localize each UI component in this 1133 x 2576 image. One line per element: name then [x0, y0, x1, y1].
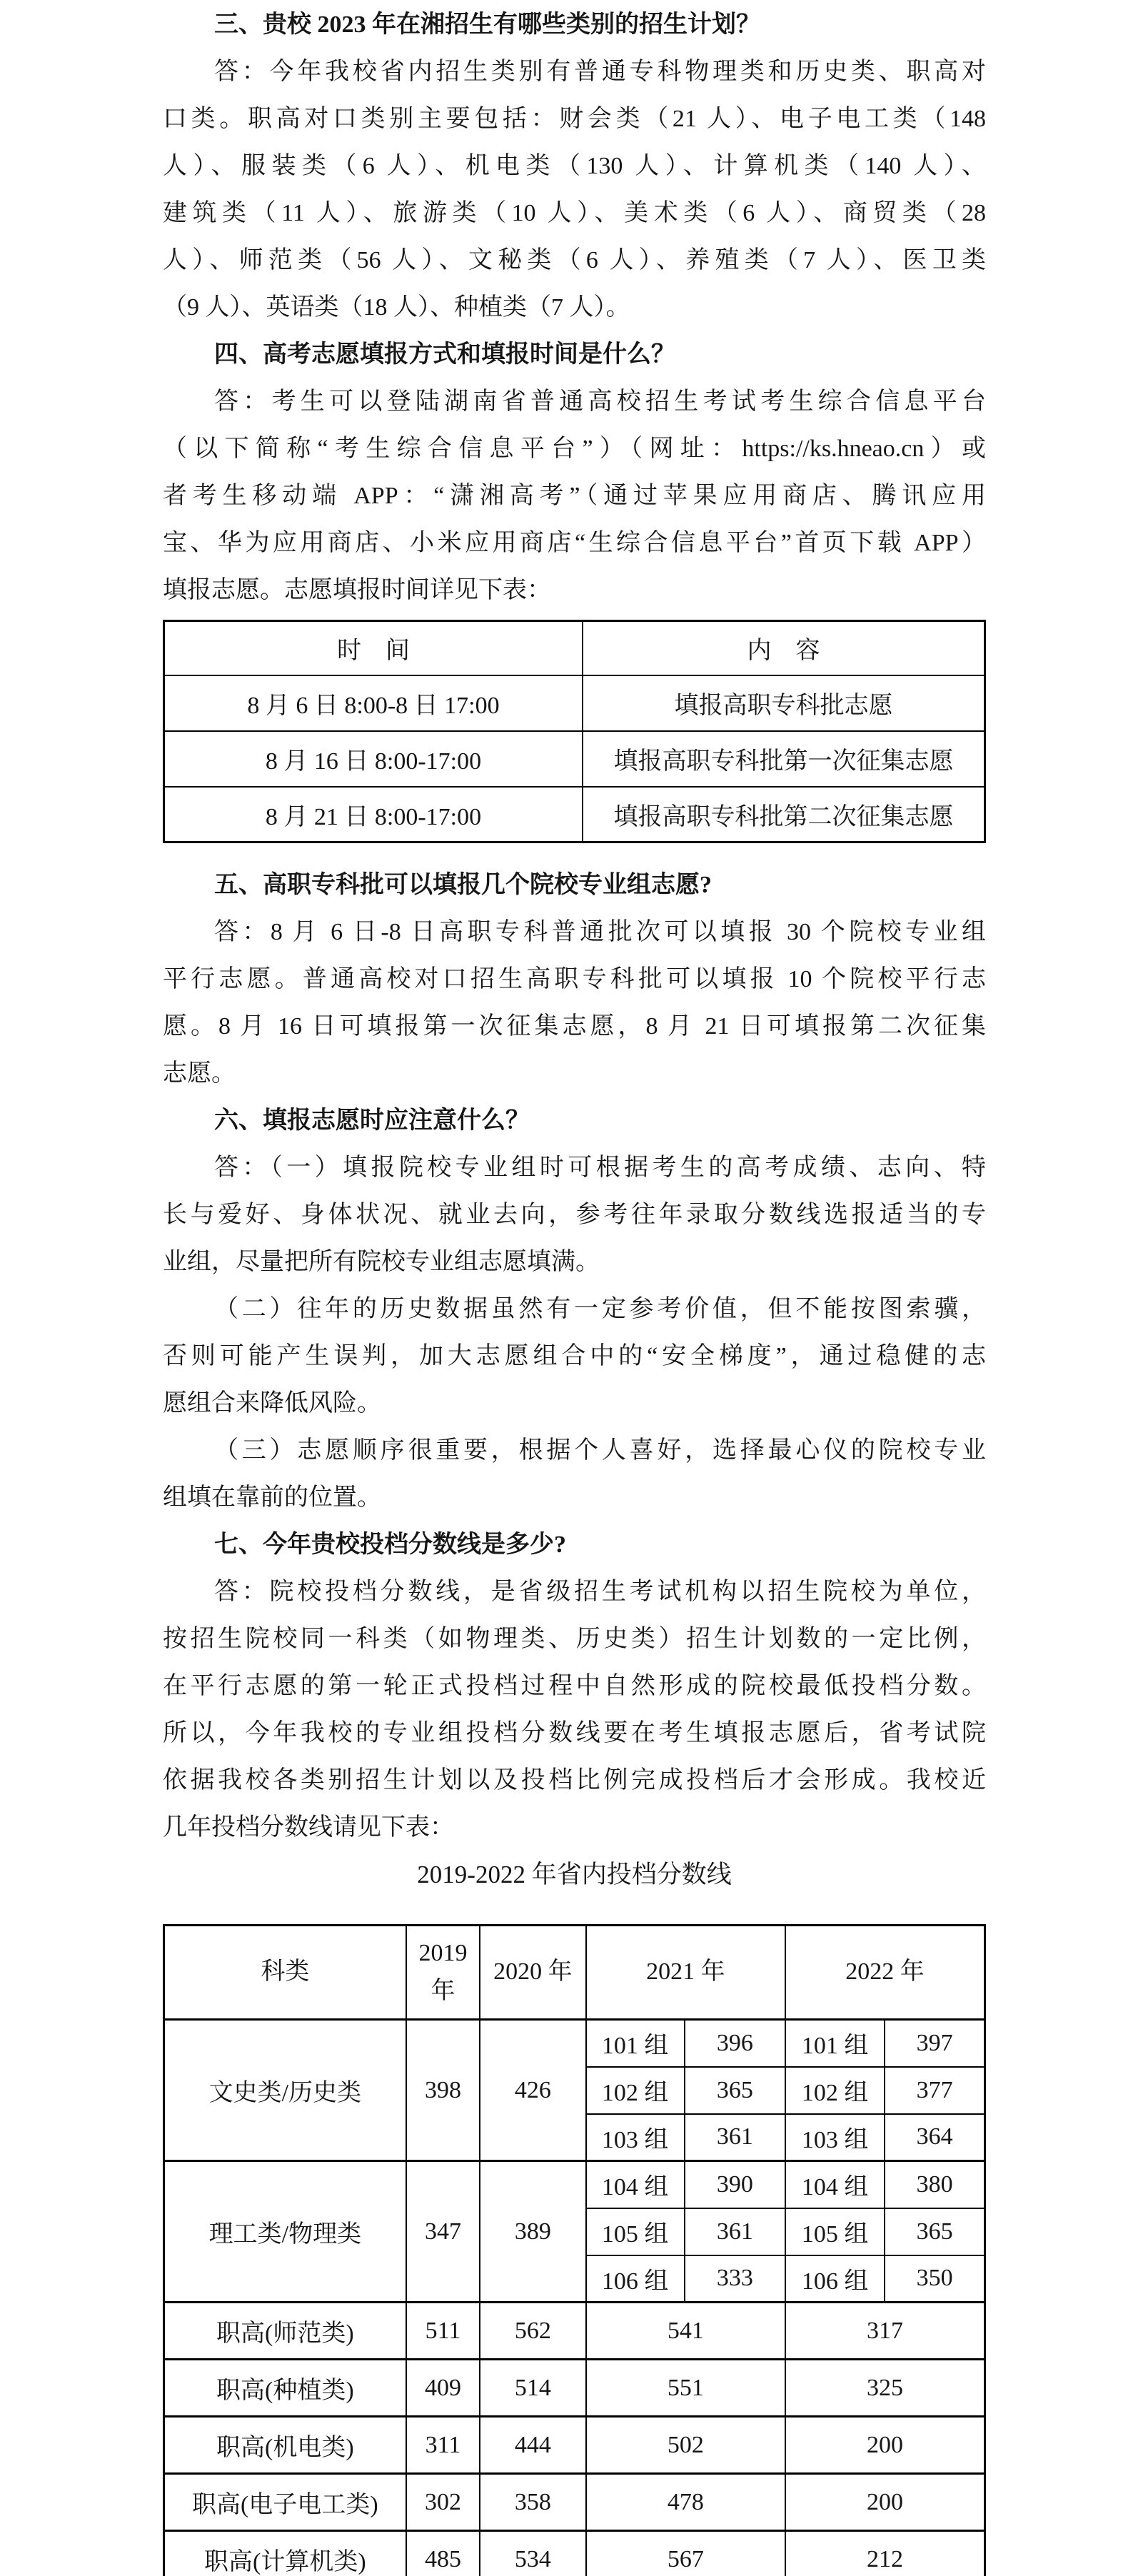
score-cell: 350 [885, 2255, 985, 2303]
group-cell: 102 组 [586, 2067, 685, 2114]
score-cell: 534 [480, 2531, 585, 2576]
score-cell: 365 [885, 2208, 985, 2255]
score-cell: 397 [885, 2020, 985, 2067]
score-cell: 380 [885, 2161, 985, 2208]
body-line: 平行志愿。普通高校对口招生高职专科批可以填报 10 个院校平行志 [163, 966, 986, 992]
body-line: 建筑类（11 人）、旅游类（10 人）、美术类（6 人）、商贸类（28 [163, 200, 986, 226]
body-line: 在平行志愿的第一轮正式投档过程中自然形成的院校最低投档分数。 [163, 1673, 986, 1699]
score-cell: 302 [406, 2474, 480, 2531]
body-line: （二）往年的历史数据虽然有一定参考价值，但不能按图索骥， [214, 1296, 986, 1322]
score-cell: 396 [685, 2020, 785, 2067]
body-line: 组填在靠前的位置。 [163, 1484, 381, 1511]
score-cell: 365 [685, 2067, 785, 2114]
body-line: 志愿。 [163, 1060, 236, 1087]
score-cell: 333 [685, 2255, 785, 2303]
body-line: 否则可能产生误判，加大志愿组合中的“安全梯度”，通过稳健的志 [163, 1343, 986, 1369]
body-line: 按招生院校同一科类（如物理类、历史类）招生计划数的一定比例， [163, 1626, 986, 1652]
score-cell: 502 [586, 2417, 785, 2474]
body-line: （9 人）、英语类（18 人）、种植类（7 人）。 [163, 294, 630, 321]
score-row [164, 2531, 985, 2576]
score-cell: 361 [685, 2208, 785, 2255]
time-cell: 8 月 16 日 8:00-17:00 [164, 731, 583, 787]
score-table-title: 2019-2022 年省内投档分数线 [417, 1861, 732, 1888]
body-line: （三）志愿顺序很重要，根据个人喜好，选择最心仪的院校专业 [214, 1437, 986, 1464]
score-cell: 200 [785, 2474, 985, 2531]
body-line: 答：考生可以登陆湖南省普通高校招生考试考生综合信息平台 [214, 388, 986, 415]
question-4-heading: 四、高考志愿填报方式和填报时间是什么？ [214, 341, 675, 368]
header-2019-cell: 2019 年 [406, 1926, 480, 2020]
group-cell: 101 组 [586, 2020, 685, 2067]
group-cell: 105 组 [785, 2208, 885, 2255]
body-line: 宝、华为应用商店、小米应用商店“生综合信息平台”首页下载 APP） [163, 530, 986, 556]
body-line: 答：（一）填报院校专业组时可根据考生的高考成绩、志向、特 [214, 1154, 986, 1181]
score-cell: 364 [885, 2114, 985, 2161]
group-cell: 106 组 [586, 2255, 685, 2303]
score-cell: 426 [480, 2020, 585, 2161]
question-5-heading: 五、高职专科批可以填报几个院校专业组志愿? [214, 872, 712, 898]
content-cell: 填报高职专科批第一次征集志愿 [583, 731, 985, 787]
subject-cell: 理工类/物理类 [164, 2161, 406, 2303]
content-cell: 填报高职专科批志愿 [583, 675, 985, 731]
subject-cell: 职高(电子电工类) [164, 2474, 406, 2531]
group-cell: 103 组 [785, 2114, 885, 2161]
score-cell: 361 [685, 2114, 785, 2161]
schedule-row [164, 675, 985, 731]
body-line: 愿组合来降低风险。 [163, 1390, 381, 1417]
header-content-cell: 内 容 [583, 621, 985, 675]
header-2022-cell: 2022 年 [785, 1926, 985, 2020]
header-time-cell: 时 间 [164, 621, 583, 675]
time-cell: 8 月 21 日 8:00-17:00 [164, 787, 583, 842]
body-line: 者考生移动端 APP：“潇湘高考”（通过苹果应用商店、腾讯应用 [163, 483, 986, 509]
schedule-row [164, 787, 985, 842]
score-cell: 389 [480, 2161, 585, 2303]
body-line: （以下简称“考生综合信息平台”）（网址：https://ks.hneao.cn）或 [163, 436, 986, 462]
body-line: 愿。8 月 16 日可填报第一次征集志愿，8 月 21 日可填报第二次征集 [163, 1013, 986, 1040]
body-line: 业组，尽量把所有院校专业组志愿填满。 [163, 1249, 600, 1275]
score-cell: 358 [480, 2474, 585, 2531]
score-cell: 444 [480, 2417, 585, 2474]
group-cell: 104 组 [785, 2161, 885, 2208]
score-row [164, 2020, 985, 2067]
group-cell: 103 组 [586, 2114, 685, 2161]
group-cell: 105 组 [586, 2208, 685, 2255]
score-table [163, 1924, 986, 2576]
score-cell: 511 [406, 2303, 480, 2360]
score-cell: 390 [685, 2161, 785, 2208]
body-line: 口类。职高对口类别主要包括：财会类（21 人）、电子电工类（148 [163, 106, 986, 132]
score-row [164, 2161, 985, 2208]
score-cell: 478 [586, 2474, 785, 2531]
group-cell: 104 组 [586, 2161, 685, 2208]
group-cell: 102 组 [785, 2067, 885, 2114]
subject-cell: 文史类/历史类 [164, 2020, 406, 2161]
content-cell: 填报高职专科批第二次征集志愿 [583, 787, 985, 842]
body-line: 依据我校各类别招生计划以及投档比例完成投档后才会形成。我校近 [163, 1767, 986, 1793]
score-cell: 317 [785, 2303, 985, 2360]
score-cell: 311 [406, 2417, 480, 2474]
subject-cell: 职高(机电类) [164, 2417, 406, 2474]
subject-cell: 职高(师范类) [164, 2303, 406, 2360]
schedule-table [163, 620, 986, 843]
body-line: 答：8 月 6 日-8 日高职专科普通批次可以填报 30 个院校专业组 [214, 919, 986, 945]
score-header-row [164, 1926, 985, 2020]
score-cell: 562 [480, 2303, 585, 2360]
body-line: 答：院校投档分数线，是省级招生考试机构以招生院校为单位， [214, 1579, 986, 1605]
score-cell: 212 [785, 2531, 985, 2576]
score-cell: 541 [586, 2303, 785, 2360]
header-2020-cell: 2020 年 [480, 1926, 585, 2020]
subject-cell: 职高(种植类) [164, 2360, 406, 2417]
score-cell: 514 [480, 2360, 585, 2417]
score-cell: 567 [586, 2531, 785, 2576]
score-cell: 325 [785, 2360, 985, 2417]
body-line: 填报志愿。志愿填报时间详见下表： [163, 577, 551, 603]
score-cell: 377 [885, 2067, 985, 2114]
score-cell: 485 [406, 2531, 480, 2576]
group-cell: 106 组 [785, 2255, 885, 2303]
group-cell: 101 组 [785, 2020, 885, 2067]
body-line: 人）、师范类（56 人）、文秘类（6 人）、养殖类（7 人）、医卫类 [163, 247, 986, 273]
score-cell: 200 [785, 2417, 985, 2474]
body-line: 人）、服装类（6 人）、机电类（130 人）、计算机类（140 人）、 [163, 153, 986, 179]
time-cell: 8 月 6 日 8:00-8 日 17:00 [164, 675, 583, 731]
score-cell: 551 [586, 2360, 785, 2417]
score-row [164, 2360, 985, 2417]
score-row [164, 2474, 985, 2531]
body-line: 所以，今年我校的专业组投档分数线要在考生填报志愿后，省考试院 [163, 1720, 986, 1746]
score-cell: 409 [406, 2360, 480, 2417]
body-line: 答：今年我校省内招生类别有普通专科物理类和历史类、职高对 [214, 59, 986, 85]
schedule-row [164, 731, 985, 787]
question-7-heading: 七、今年贵校投档分数线是多少? [214, 1531, 566, 1558]
header-2021-cell: 2021 年 [586, 1926, 785, 2020]
question-3-heading: 三、贵校 2023 年在湘招生有哪些类别的招生计划？ [214, 11, 760, 38]
header-subject-cell: 科类 [164, 1926, 406, 2020]
subject-cell: 职高(计算机类) [164, 2531, 406, 2576]
body-line: 长与爱好、身体状况、就业去向，参考往年录取分数线选报适当的专 [163, 1202, 986, 1228]
question-6-heading: 六、填报志愿时应注意什么？ [214, 1107, 530, 1134]
schedule-header-row [164, 621, 985, 675]
score-row [164, 2303, 985, 2360]
score-cell: 347 [406, 2161, 480, 2303]
body-line: 几年投档分数线请见下表： [163, 1814, 454, 1841]
score-cell: 398 [406, 2020, 480, 2161]
score-row [164, 2417, 985, 2474]
